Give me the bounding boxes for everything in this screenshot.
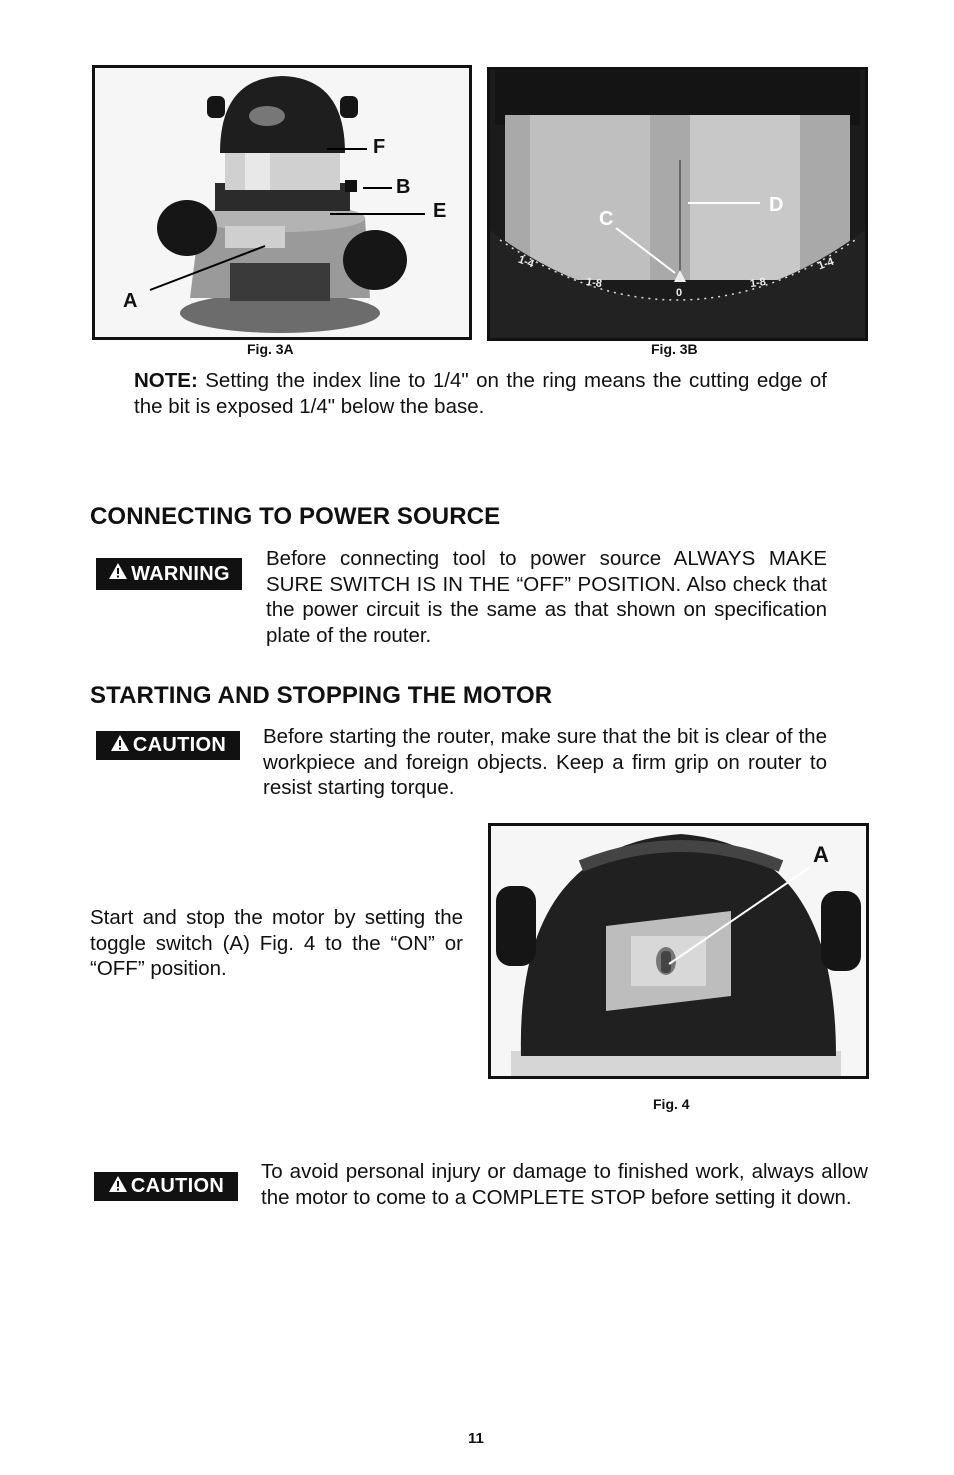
section-heading-power: CONNECTING TO POWER SOURCE [90,503,501,530]
ring-mark-4: 1-8 [749,275,767,291]
router-base-illustration [95,68,469,337]
callout-a-fig4: A [813,842,829,867]
caution-label-2 [94,1172,238,1201]
fig-3b-caption: Fig. 3B [651,341,698,357]
caution-label-text: CAUTION [132,734,227,756]
callout-f: F [373,136,386,158]
warning-label [96,558,242,590]
ring-mark-2: 1-8 [585,275,603,291]
caution-text-2: To avoid personal injury or damage to finished work, always allow the motor to come to a COMPLETE STOP before setting it down. [261,1160,868,1209]
ring-mark-1: 1-4 [516,253,536,271]
callout-a: A [123,290,138,312]
note-paragraph [134,368,827,419]
page-number: 11 [468,1430,484,1447]
callout-b: B [396,176,411,198]
fig-4-caption: Fig. 4 [653,1096,690,1112]
warning-triangle-icon [110,734,130,758]
toggle-switch-illustration [491,826,866,1076]
warning-triangle-icon [108,1175,128,1199]
callout-e: E [433,200,447,222]
warning-text: Before connecting tool to power source ALWAYS MAKE SURE SWITCH IS IN THE “OFF” POSITION. Also check that the power circuit is the same as that shown on specification plate of the router. [266,547,827,647]
figure-3a [92,65,472,340]
caution-label-text: CAUTION [130,1175,225,1197]
fig-3a-caption: Fig. 3A [247,341,294,357]
ring-mark-5: 1-4 [816,255,836,273]
figure-3b [487,67,868,341]
instruction-text: Start and stop the motor by setting the toggle switch (A) Fig. 4 to the “ON” or “OFF” position. [90,906,463,980]
callout-c: C [599,208,614,230]
warning-label-text: WARNING [131,562,230,585]
note-label: NOTE: [134,369,198,392]
caution-label-1 [96,731,240,760]
warning-triangle-icon [108,562,128,586]
section-heading-motor: STARTING AND STOPPING THE MOTOR [90,682,553,709]
note-text: Setting the index line to 1/4" on the ring means the cutting edge of the bit is exposed 1/4" below the base. [134,369,827,418]
callout-d: D [769,194,784,216]
figure-4 [488,823,869,1079]
ring-mark-3: 0 [676,287,683,299]
caution-text-1: Before starting the router, make sure that the bit is clear of the workpiece and foreign objects. Keep a firm grip on router to resist starting torque. [263,725,827,799]
